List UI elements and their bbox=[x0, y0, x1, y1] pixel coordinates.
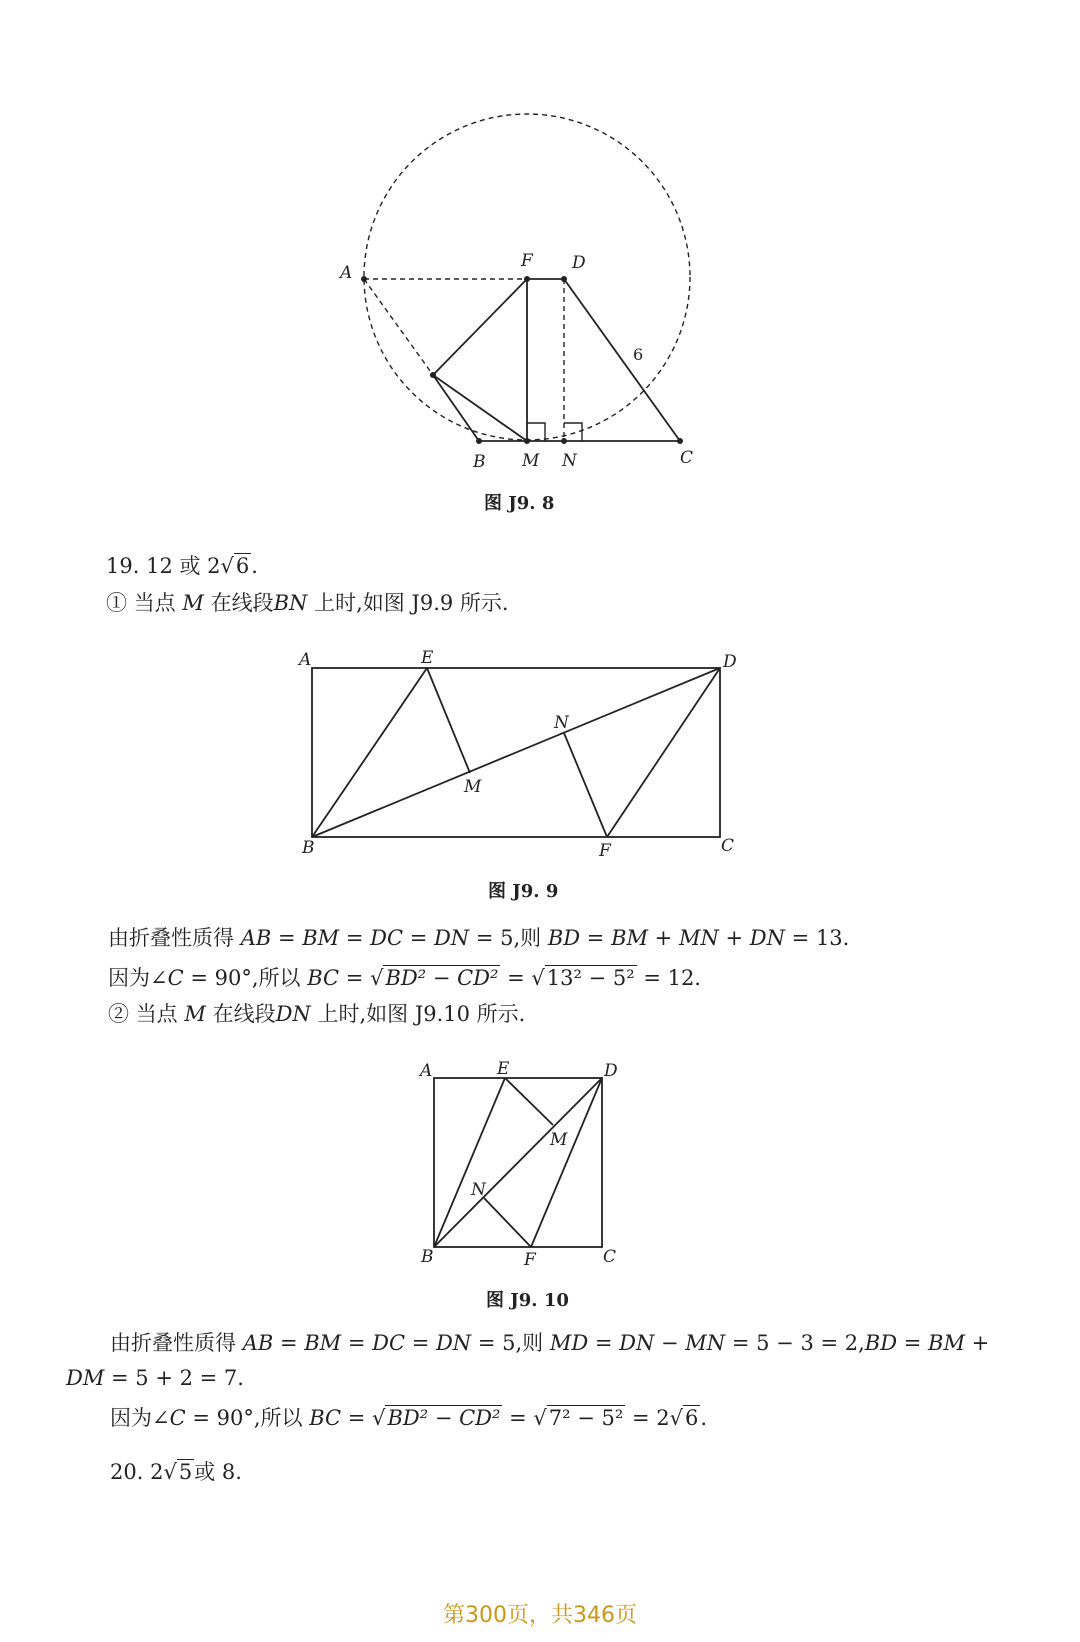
label-A: A bbox=[299, 650, 312, 670]
label-D: D bbox=[723, 652, 737, 672]
label-side-6: 6 bbox=[633, 345, 644, 364]
paragraph-3: 由折叠性质得 AB = BM = DC = DN = 5,则 MD = DN − MN = 5 − 3 = 2,BD = BM + bbox=[110, 1331, 990, 1355]
diagonal-BD bbox=[434, 1078, 602, 1247]
sqrt-sign: √6 bbox=[669, 1406, 699, 1430]
label-C: C bbox=[680, 448, 694, 468]
segment-BE bbox=[434, 1078, 505, 1247]
label-M: M bbox=[464, 777, 482, 797]
label-D: D bbox=[572, 253, 586, 273]
caption-j9-8: 图 J9. 8 bbox=[484, 493, 555, 514]
sqrt-sign: √5 bbox=[163, 1460, 193, 1484]
sqrt-sign: √BD² − CD² bbox=[372, 1406, 501, 1430]
label-M: M bbox=[522, 451, 540, 471]
paragraph-5: 因为∠C = 90°,所以 BC = √BD² − CD² = √7² − 5² = 2√6. bbox=[110, 1406, 708, 1430]
q20-answer: 20. 2√5或 8. bbox=[110, 1460, 242, 1484]
label-D: D bbox=[604, 1061, 618, 1081]
label-E: E bbox=[421, 648, 434, 668]
case2-line: ② 当点 M 在线段DN 上时,如图 J9.10 所示. bbox=[108, 1002, 526, 1026]
sqrt-sign: √13² − 5² bbox=[531, 966, 635, 990]
q19-answer-pre: 12 或 2 bbox=[146, 554, 221, 578]
q19-radicand: 6 bbox=[235, 554, 250, 578]
paragraph-1: 由折叠性质得 AB = BM = DC = DN = 5,则 BD = BM + MN + DN = 13. bbox=[108, 926, 850, 950]
label-F: F bbox=[524, 1250, 536, 1270]
sqrt-sign: √BD² − CD² bbox=[370, 966, 499, 990]
label-F: F bbox=[599, 841, 611, 861]
q19-number: 19. bbox=[106, 554, 140, 578]
case1-line: ① 当点 M 在线段BN 上时,如图 J9.9 所示. bbox=[106, 591, 509, 615]
label-M: M bbox=[550, 1130, 568, 1150]
label-A: A bbox=[420, 1061, 433, 1081]
sqrt-sign: √7² − 5² bbox=[533, 1406, 624, 1430]
label-N: N bbox=[554, 713, 569, 733]
page-footer: 第300页，共346页 bbox=[443, 1603, 637, 1628]
label-C: C bbox=[603, 1247, 617, 1267]
label-N: N bbox=[562, 451, 577, 471]
label-E: E bbox=[497, 1059, 510, 1079]
paragraph-2: 因为∠C = 90°,所以 BC = √BD² − CD² = √13² − 5² = 12. bbox=[108, 966, 701, 990]
caption-j9-10: 图 J9. 10 bbox=[486, 1290, 569, 1311]
segment-FD bbox=[531, 1078, 602, 1247]
label-B: B bbox=[421, 1247, 434, 1267]
q20-number: 20. bbox=[110, 1460, 144, 1484]
label-A: A bbox=[340, 263, 353, 283]
paragraph-4: DM = 5 + 2 = 7. bbox=[66, 1366, 244, 1390]
label-F: F bbox=[521, 251, 533, 271]
sqrt-sign: √6 bbox=[220, 554, 250, 578]
caption-j9-9: 图 J9. 9 bbox=[488, 881, 559, 902]
label-C: C bbox=[721, 836, 735, 856]
label-N: N bbox=[471, 1180, 486, 1200]
segment-EM bbox=[505, 1078, 553, 1125]
q19-answer: 19. 12 或 2√6. bbox=[106, 554, 258, 578]
segment-NF bbox=[484, 1198, 531, 1247]
label-B: B bbox=[473, 452, 486, 472]
label-B: B bbox=[302, 838, 315, 858]
